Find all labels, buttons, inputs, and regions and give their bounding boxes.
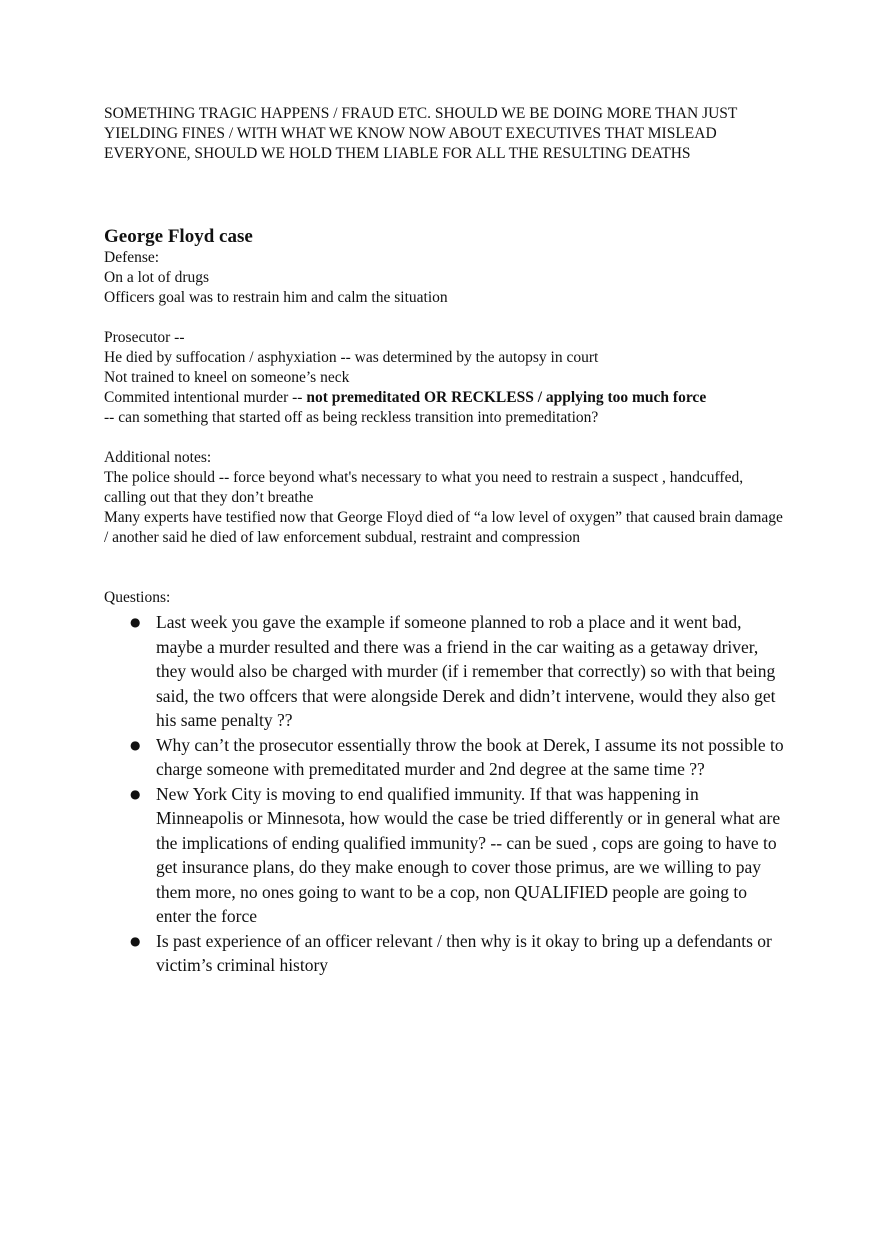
additional-notes-heading: Additional notes: [104, 449, 212, 466]
question-item [104, 610, 784, 733]
murder-prefix: Commited intentional murder -- [104, 389, 307, 406]
prosecutor-section [104, 328, 784, 428]
defense-line: Officers goal was to restrain him and calm the situation [104, 289, 448, 306]
additional-note: The police should -- force beyond what's necessary to what you need to restrain a suspect , handcuffed, calling out that they don’t breathe [104, 469, 744, 506]
question-text: Last week you gave the example if someone planned to rob a place and it went bad, maybe a murder resulted and there was a friend in the car waiting as a getaway driver, they would also be charged with murder (if i remember that correctly) so with that being said, the two offcers that were alongside Derek and didn’t intervene, would they also get his same penalty ?? [156, 612, 776, 730]
additional-note: Many experts have testified now that George Floyd died of “a low level of oxygen” that caused brain damage / another said he died of law enforcement subdual, restraint and compression [104, 509, 783, 546]
case-title: George Floyd case [104, 226, 253, 247]
prosecutor-murder-line [104, 388, 784, 408]
questions-list [104, 610, 784, 978]
bullet-icon: ● [130, 737, 141, 752]
question-item [104, 782, 784, 929]
prosecutor-transition-line: -- can something that started off as being reckless transition into premeditation? [104, 409, 599, 426]
prosecutor-line: He died by suffocation / asphyxiation -- was determined by the autopsy in court [104, 349, 599, 366]
questions-heading: Questions: [104, 589, 171, 606]
prosecutor-heading: Prosecutor -- [104, 329, 185, 346]
question-text: Is past experience of an officer relevant / then why is it okay to bring up a defendants or victim’s criminal history [156, 930, 772, 975]
question-item [104, 929, 784, 978]
questions-section [104, 588, 784, 978]
defense-line: On a lot of drugs [104, 269, 210, 286]
intro-paragraph: SOMETHING TRAGIC HAPPENS / FRAUD ETC. SHOULD WE BE DOING MORE THAN JUST YIELDING FINES / WITH WHAT WE KNOW NOW ABOUT EXECUTIVES THAT MISLEAD EVERYONE, SHOULD WE HOLD THEM LIABLE FOR ALL THE RESULTING DEATHS [104, 105, 738, 162]
prosecutor-line: Not trained to kneel on someone’s neck [104, 369, 350, 386]
additional-notes-section [104, 448, 784, 548]
question-text: New York City is moving to end qualified immunity. If that was happening in Minneapolis or Minnesota, how would the case be tried differently or in general what are the implications of ending qualified immunity? -- can be sued , cops are going to have to get insurance plans, do they make enough to cover those primus, are we willing to pay them more, no ones going to want to be a cop, non QUALIFIED people are going to enter the force [156, 783, 781, 926]
bullet-icon: ● [130, 786, 141, 801]
bullet-icon: ● [130, 615, 141, 629]
question-item [104, 733, 784, 782]
spacer [104, 428, 784, 448]
document-body [104, 104, 784, 978]
defense-heading: Defense: [104, 249, 160, 266]
bullet-icon: ● [130, 933, 141, 948]
defense-section [104, 248, 784, 308]
question-text: Why can’t the prosecutor essentially throw the book at Derek, I assume its not possible to charge someone with premeditated murder and 2nd degree at the same time ?? [156, 734, 784, 779]
spacer [104, 548, 784, 588]
spacer [104, 308, 784, 328]
murder-bold-text: not premeditated OR RECKLESS / applying too much force [306, 389, 707, 406]
